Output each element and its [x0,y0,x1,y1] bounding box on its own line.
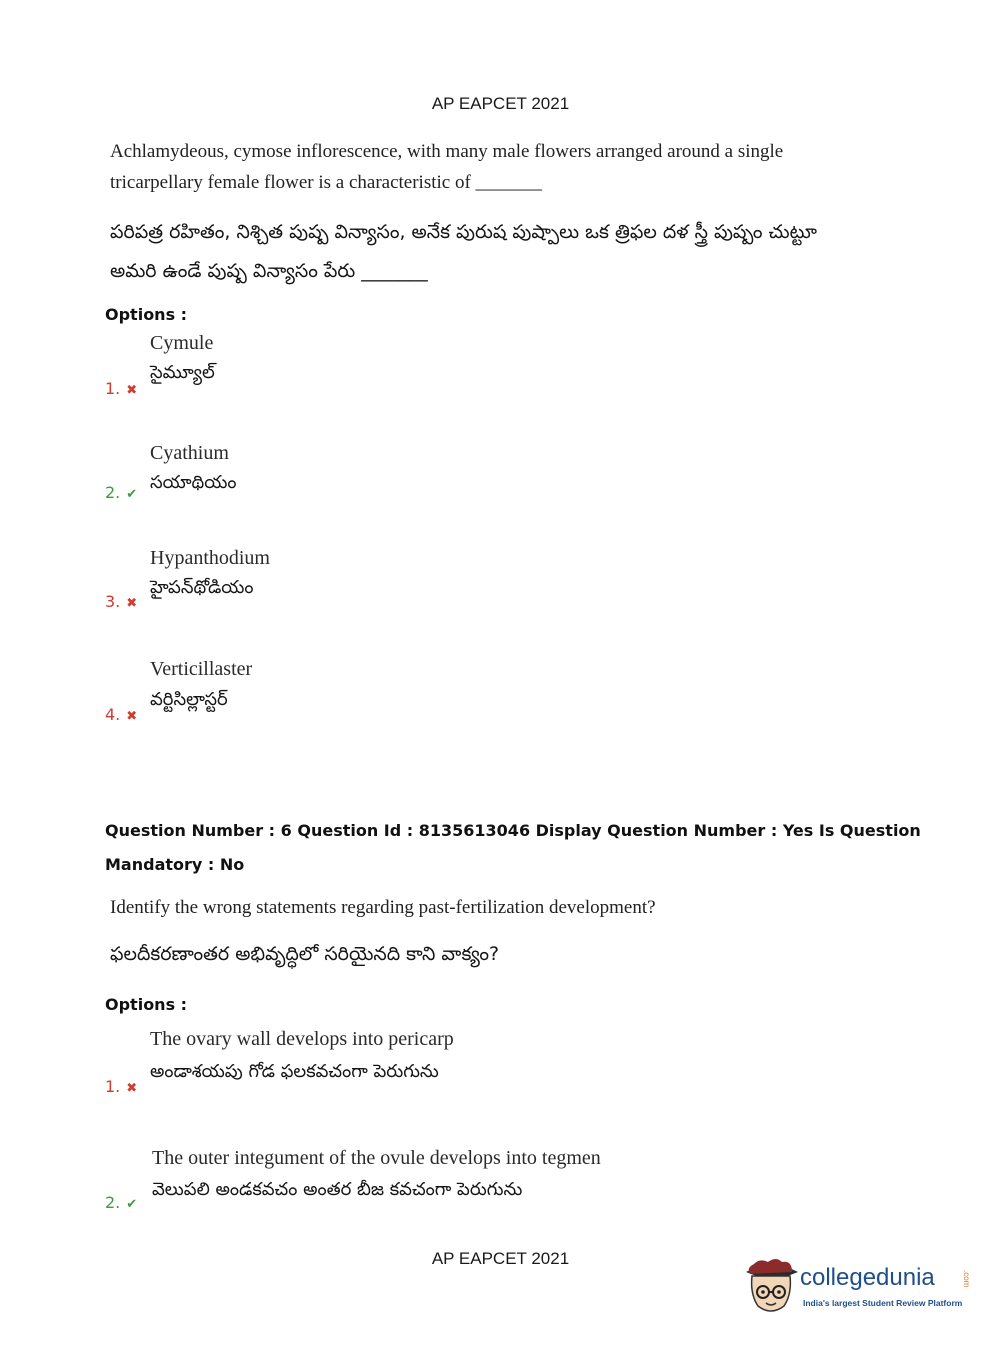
option-2-number: 2. ✔ [105,1193,138,1212]
option-1-en: The ovary wall develops into pericarp [150,1028,454,1050]
question-meta-line1: Question Number : 6 Question Id : 8135613046 Display Question Number : Yes Is Question [105,821,921,840]
option-2-number: 2. ✔ [105,483,138,502]
question-text-en-line1: Achlamydeous, cymose inflorescence, with many male flowers arranged around a single [110,141,784,162]
question-text-en-line2: tricarpellary female flower is a characteristic of _______ [110,172,543,193]
option-1-number: 1. ✖ [105,1077,138,1096]
option-2-en: The outer integument of the ovule develops into tegmen [152,1147,601,1169]
option-1-te: అండాశయపు గోడ ఫలకవచంగా పెరుగును [150,1061,439,1082]
page-footer: AP EAPCET 2021 [431,1249,570,1268]
option-1-number: 1. ✖ [105,379,138,398]
option-2-te: వెలుపలి అండకవచం అంతర బీజ కవచంగా పెరుగును [152,1179,523,1200]
question-meta-line2: Mandatory : No [105,855,245,874]
wrong-cross-icon: ✖ [126,596,138,611]
option-4-number: 4. ✖ [105,705,138,724]
option-2-en: Cyathium [150,442,229,464]
question-text-en: Identify the wrong statements regarding past-fertilization development? [110,897,656,918]
page-header: AP EAPCET 2021 [431,94,570,113]
correct-check-icon: ✔ [126,487,138,502]
wrong-cross-icon: ✖ [126,383,138,398]
brand-domain-suffix: .com [962,1270,971,1288]
option-1-te: సైమ్యూల్ [150,362,215,383]
question-text-te: ఫలదీకరణాంతర అభివృద్ధిలో సరియైనది కాని వాక్యం? [110,943,500,965]
option-4-te: వర్టిసిల్లాస్టర్ [150,689,228,710]
brand-wordmark: collegedunia [800,1264,935,1291]
options-label: Options : [105,305,188,324]
question-text-te-line2: అమరి ఉండే పుష్ప విన్యాసం పేరు _______ [110,260,428,282]
option-3-number: 3. ✖ [105,592,138,611]
option-3-te: హైపన్‌థోడియం [150,577,254,598]
brand-tagline: India's largest Student Review Platform [803,1298,963,1308]
option-3-en: Hypanthodium [150,547,270,569]
wrong-cross-icon: ✖ [126,709,138,724]
correct-check-icon: ✔ [126,1197,138,1212]
options-label: Options : [105,995,188,1014]
question-text-te-line1: పరిపత్ర రహితం, నిశ్చిత పుష్ప విన్యాసం, అనేక పురుష పుష్పాలు ఒక త్రిఫల దళ స్త్రీ పుష్పం చుట్టూ [110,221,817,243]
wrong-cross-icon: ✖ [126,1081,138,1096]
student-mascot-icon [742,1250,800,1318]
option-4-en: Verticillaster [150,658,253,680]
option-1-en: Cymule [150,332,214,354]
option-2-te: సయాథియం [150,472,237,493]
